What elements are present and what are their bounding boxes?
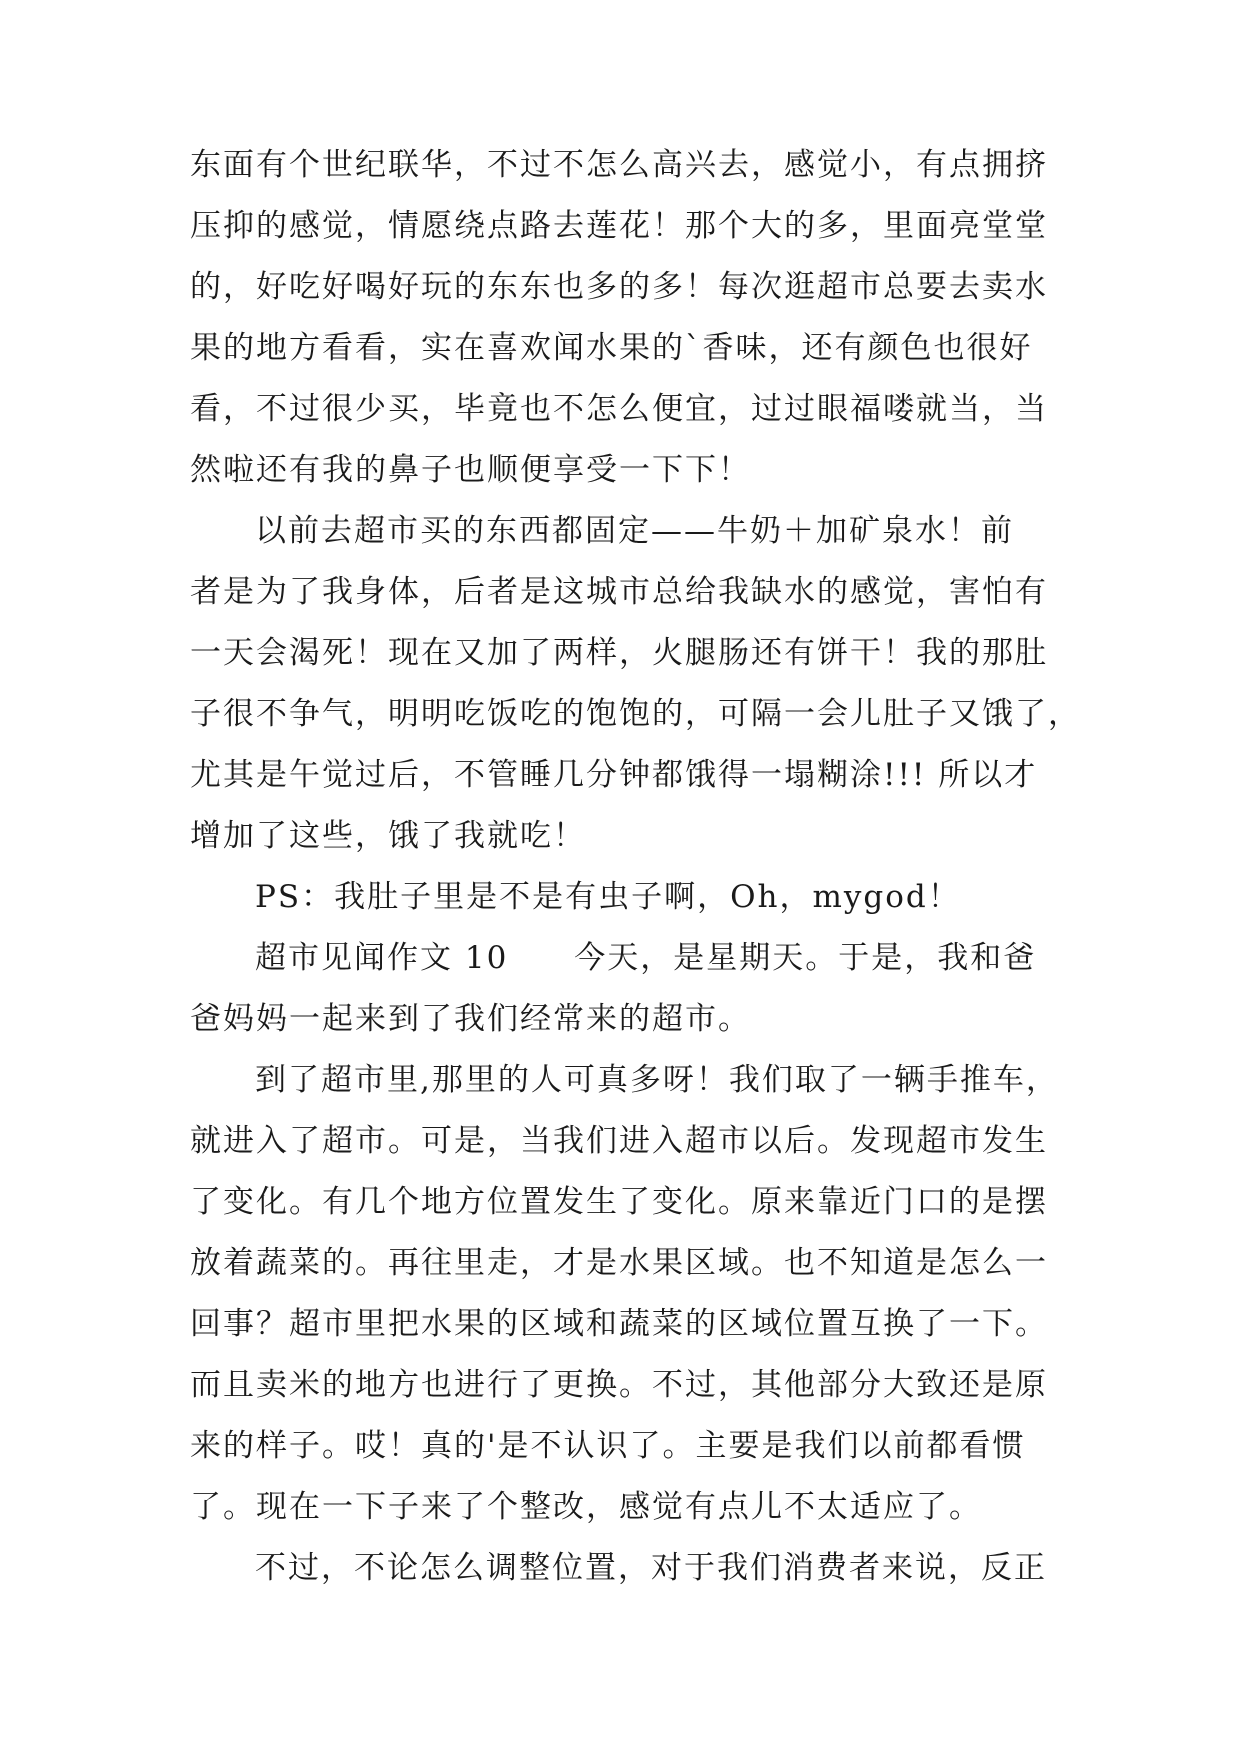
text-line: 东面有个世纪联华，不过不怎么高兴去，感觉小，有点拥挤: [190, 147, 1048, 183]
paragraph-start-line: PS：我肚子里是不是有虫子啊，Oh，mygod！: [255, 879, 961, 915]
text-line: 一天会渴死！现在又加了两样，火腿肠还有饼干！我的那肚: [190, 635, 1048, 671]
text-line: 子很不争气，明明吃饭吃的饱饱的，可隔一会儿肚子又饿了，: [190, 696, 1081, 732]
text-line: 然啦还有我的鼻子也顺便享受一下下！: [190, 452, 751, 488]
text-line: 的，好吃好喝好玩的东东也多的多！每次逛超市总要去卖水: [190, 269, 1048, 305]
paragraph-start-line: 到了超市里,那里的人可真多呀！我们取了一辆手推车，: [255, 1062, 1059, 1098]
text-line: 放着蔬菜的。再往里走，才是水果区域。也不知道是怎么一: [190, 1245, 1048, 1281]
text-line: 增加了这些，饿了我就吃！: [190, 818, 586, 854]
text-line: 就进入了超市。可是，当我们进入超市以后。发现超市发生: [190, 1123, 1048, 1159]
paragraph-start-line: 超市见闻作文 10 今天，是星期天。于是，我和爸: [255, 940, 1037, 976]
paragraph-start-line: 不过，不论怎么调整位置，对于我们消费者来说，反正: [255, 1550, 1047, 1586]
text-line: 爸妈妈一起来到了我们经常来的超市。: [190, 1001, 751, 1037]
text-line: 了变化。有几个地方位置发生了变化。原来靠近门口的是摆: [190, 1184, 1048, 1220]
text-line: 了。现在一下子来了个整改，感觉有点儿不太适应了。: [190, 1489, 982, 1525]
text-line: 果的地方看看，实在喜欢闻水果的`香味，还有颜色也很好: [190, 330, 1033, 366]
text-line: 尤其是午觉过后，不管睡几分钟都饿得一塌糊涂!!! 所以才: [190, 757, 1038, 793]
text-line: 来的样子。哎！真的'是不认识了。主要是我们以前都看惯: [190, 1428, 1026, 1464]
text-line: 压抑的感觉，情愿绕点路去莲花！那个大的多，里面亮堂堂: [190, 208, 1048, 244]
text-line: 而且卖米的地方也进行了更换。不过，其他部分大致还是原: [190, 1367, 1048, 1403]
paragraph-start-line: 以前去超市买的东西都固定——牛奶＋加矿泉水！前: [255, 513, 1014, 549]
text-line: 者是为了我身体，后者是这城市总给我缺水的感觉，害怕有: [190, 574, 1048, 610]
text-line: 回事？超市里把水果的区域和蔬菜的区域位置互换了一下。: [190, 1306, 1048, 1342]
text-line: 看，不过很少买，毕竟也不怎么便宜，过过眼福喽就当，当: [190, 391, 1048, 427]
